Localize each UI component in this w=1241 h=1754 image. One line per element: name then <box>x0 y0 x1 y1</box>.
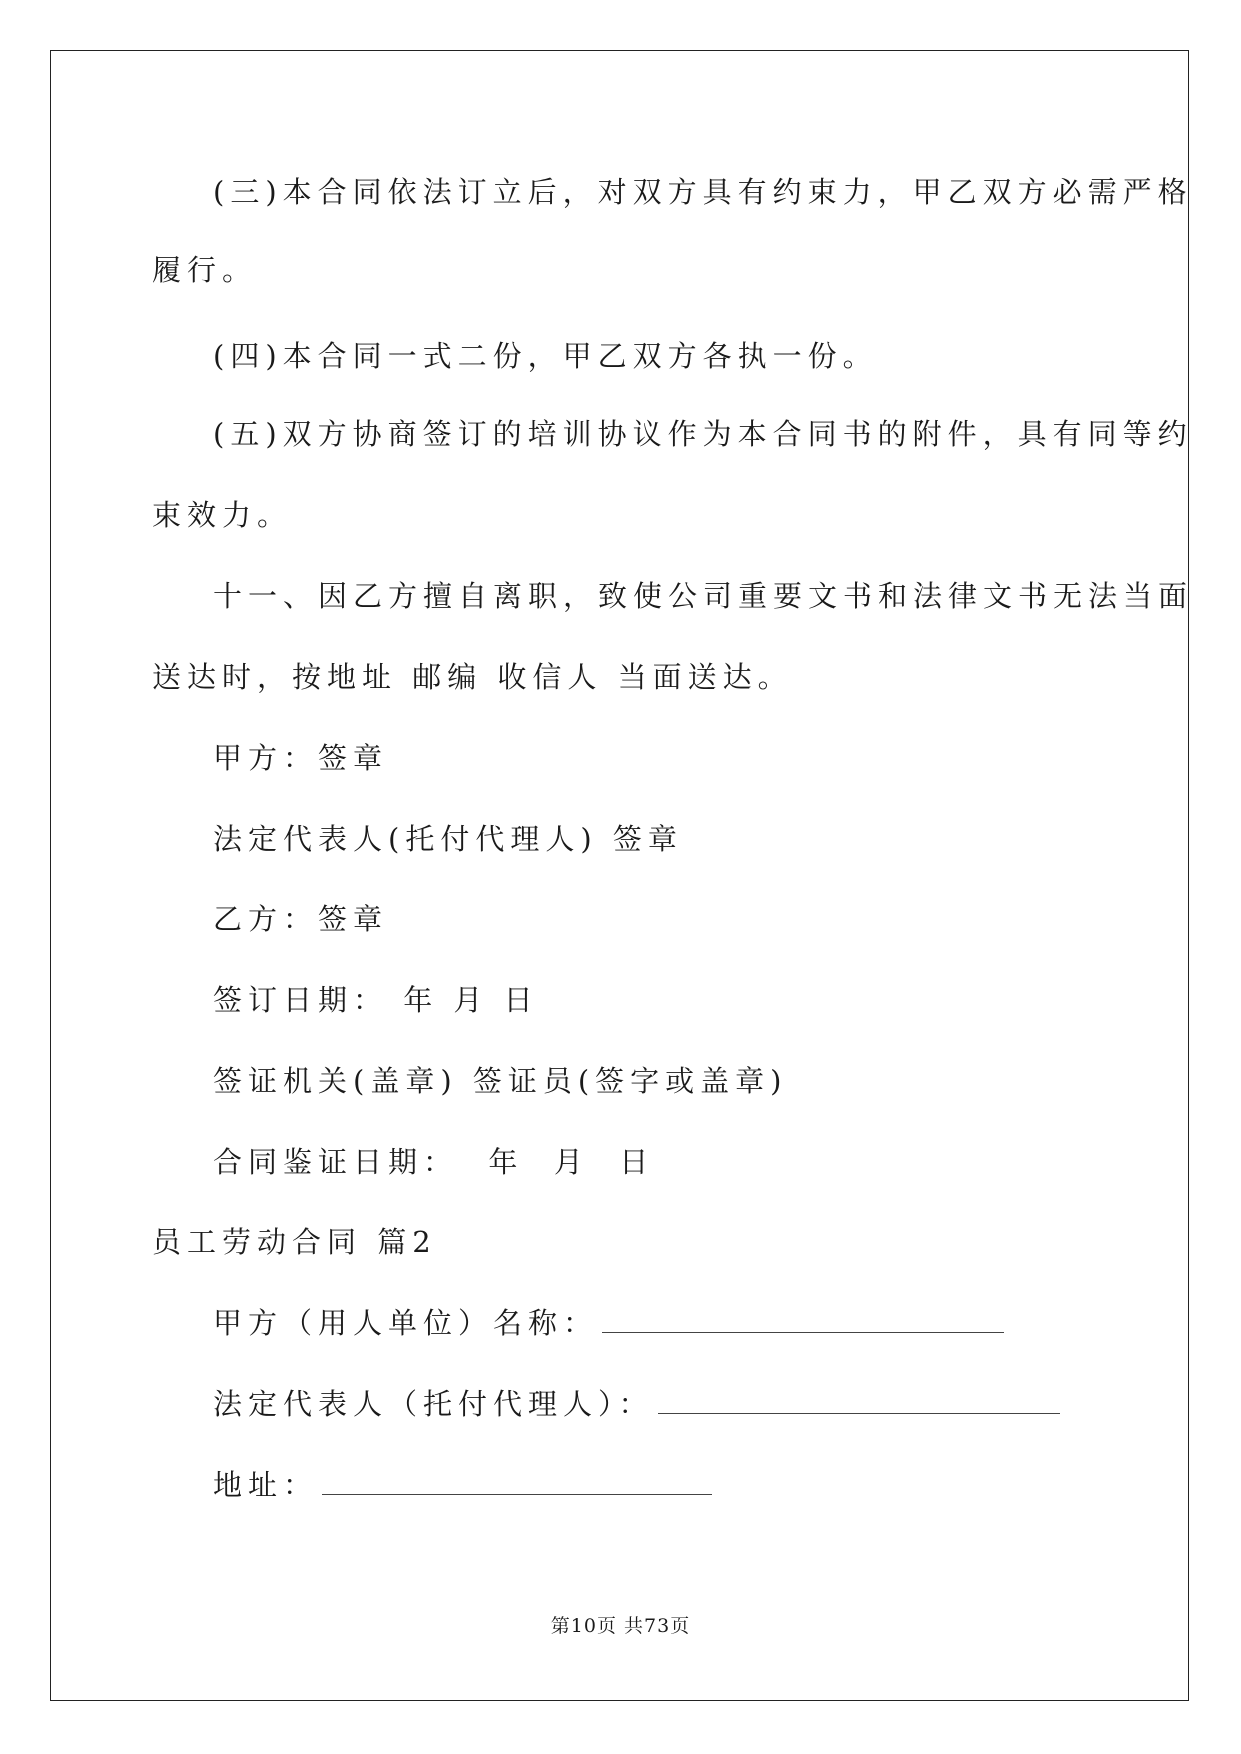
legal-rep-label: 法定代表人（托付代理人）： <box>213 1387 654 1421</box>
address-row <box>213 1465 712 1505</box>
legal-rep-signature: 法定代表人(托付代理人) 签章 <box>213 822 683 856</box>
party-b-signature: 乙方：签章 <box>213 902 389 936</box>
legal-rep-row <box>213 1384 1060 1424</box>
address-label: 地址： <box>213 1468 319 1502</box>
signing-date: 签订日期： 年 月 日 <box>213 983 539 1017</box>
employer-name-blank <box>602 1306 1004 1333</box>
verification-date: 合同鉴证日期： 年 月 日 <box>213 1145 655 1179</box>
employer-name-label: 甲方（用人单位）名称： <box>213 1306 599 1340</box>
clause-5-line-1: (五)双方协商签订的培训协议作为本合同书的附件，具有同等约 <box>213 417 1193 451</box>
clause-11-line-1: 十一、因乙方擅自离职，致使公司重要文书和法律文书无法当面 <box>213 579 1194 613</box>
party-a-signature: 甲方：签章 <box>213 741 389 775</box>
clause-11-line-2: 送达时，按地址 邮编 收信人 当面送达。 <box>152 660 793 694</box>
clause-3-line-2: 履行。 <box>152 253 258 287</box>
address-blank <box>322 1468 712 1495</box>
clause-3-line-1: (三)本合同依法订立后，对双方具有约束力，甲乙双方必需严格 <box>213 175 1193 209</box>
section-heading: 员工劳动合同 篇2 <box>152 1225 437 1259</box>
page-number: 第10页 共73页 <box>550 1615 691 1637</box>
clause-4: (四)本合同一式二份，甲乙双方各执一份。 <box>213 339 878 373</box>
page-border <box>50 50 1189 1701</box>
employer-name-row <box>213 1303 1004 1343</box>
authority-seal: 签证机关(盖章) 签证员(签字或盖章) <box>213 1064 788 1098</box>
clause-5-line-2: 束效力。 <box>152 498 293 532</box>
legal-rep-blank <box>658 1387 1060 1414</box>
